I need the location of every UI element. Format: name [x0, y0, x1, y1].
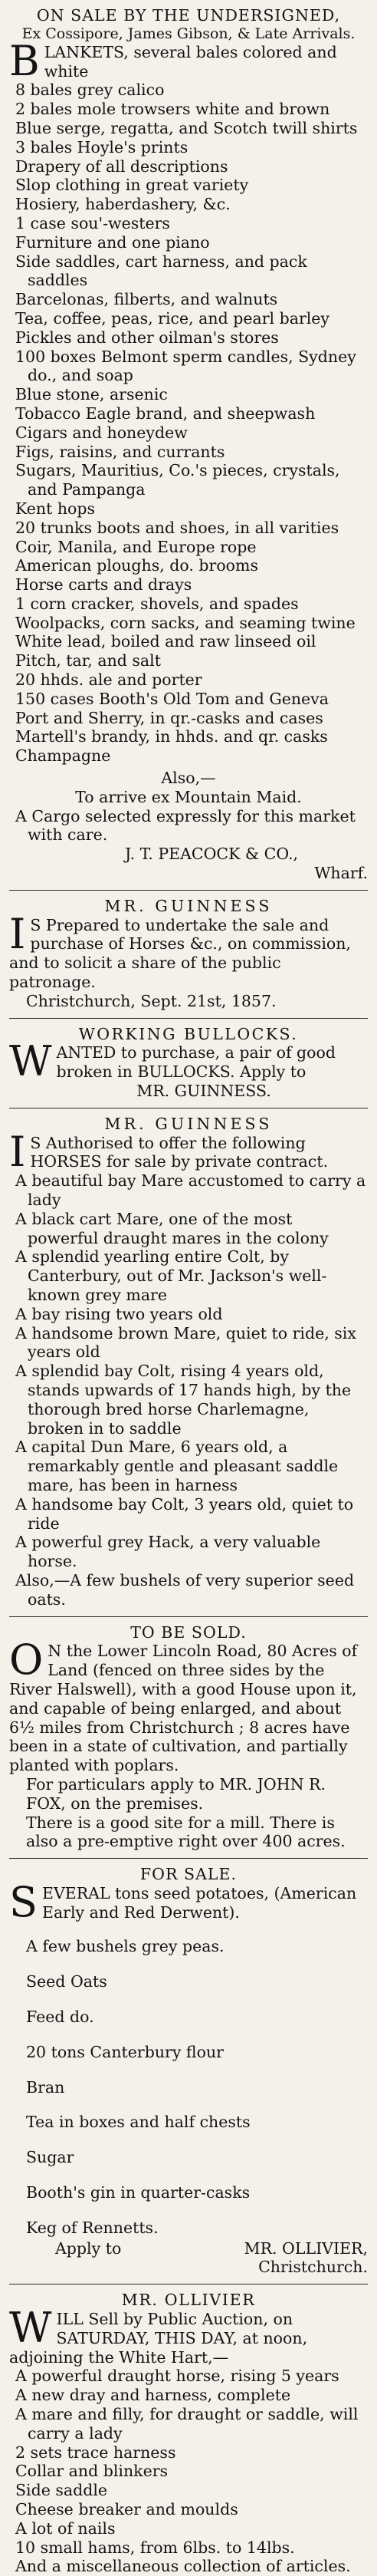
divider	[9, 1018, 368, 1019]
list-item: Seed Oats	[26, 1972, 107, 1991]
advert-heading: ON SALE BY THE UNDERSIGNED,	[36, 6, 341, 25]
list-item: 3 bales Hoyle's prints	[15, 137, 188, 156]
list-item: And a miscellaneous collection of articles.	[15, 2557, 351, 2576]
list-item: Drapery of all descriptions	[15, 156, 228, 176]
list-item: Keg of Rennetts.	[26, 2218, 159, 2237]
advert-peacock	[9, 6, 368, 883]
produce-list	[9, 1937, 368, 2237]
list-item: Furniture and one piano	[15, 232, 210, 252]
drop-cap: O	[9, 1636, 44, 1685]
list-item: Cheese breaker and moulds	[15, 2500, 238, 2519]
list-item: American ploughs, do. brooms	[15, 556, 258, 575]
list-item: 2 sets trace harness	[15, 2443, 176, 2462]
drop-cap: I	[9, 1127, 26, 1176]
cargo-line: A Cargo selected expressly for this market with care.	[15, 806, 356, 845]
list-item: Cigars and honeydew	[15, 423, 188, 442]
drop-cap: I	[9, 909, 26, 958]
list-item: Tea in boxes and half chests	[26, 2113, 251, 2132]
advert-to-be-sold	[9, 1623, 368, 1852]
advert-body: WILL Sell by Public Auction, on SATURDAY, THIS DAY, at noon, adjoining the White Hart,—	[9, 2304, 308, 2367]
apply-line: For particulars apply to MR. JOHN R. FOX, on the premises.	[26, 1774, 326, 1813]
apply-label: Apply to	[55, 2238, 122, 2258]
list-item: Booth's gin in quarter-casks	[26, 2183, 251, 2202]
advertiser-place: Wharf.	[314, 864, 368, 883]
list-item: A black cart Mare, one of the most powerful draught mares in the colony	[15, 1209, 329, 1247]
advert-subheading: Ex Cossipore, James Gibson, & Late Arrivals.	[21, 25, 356, 42]
list-item: 20 hhds. ale and porter	[15, 670, 202, 690]
list-item: A handsome brown Mare, quiet to ride, six years old	[15, 1323, 356, 1362]
advert-for-sale	[9, 1865, 368, 2277]
advert-guinness-horses	[9, 1115, 368, 1609]
advert-working-bullocks	[9, 1025, 368, 1101]
list-item: Pickles and other oilman's stores	[15, 328, 279, 347]
advert-heading: TO BE SOLD.	[130, 1622, 247, 1642]
list-item: A capital Dun Mare, 6 years old, a remarkably gentle and pleasant saddle mare, has been in harness	[15, 1438, 339, 1494]
advertiser-place: Christchurch.	[258, 2258, 368, 2277]
list-item: Tea, coffee, peas, rice, and pearl barley	[15, 308, 330, 328]
also-line: Also,—	[161, 769, 216, 788]
list-item: Blue stone, arsenic	[15, 385, 168, 404]
advert-heading: WORKING BULLOCKS.	[78, 1024, 299, 1043]
list-item: A splendid yearling entire Colt, by Canterbury, out of Mr. Jackson's well-known grey mare	[15, 1247, 327, 1304]
advert-heading: MR. GUINNESS	[104, 896, 273, 915]
advert-heading: MR. OLLIVIER	[121, 2291, 256, 2310]
drop-cap: S	[9, 1877, 38, 1926]
list-item: 8 bales grey calico	[15, 81, 165, 100]
list-item: 20 trunks boots and shoes, in all varities	[15, 518, 339, 537]
auction-list	[9, 2367, 368, 2576]
horse-list	[9, 1171, 368, 1571]
advert-body: SEVERAL tons seed potatoes, (American Early and Red Derwent).	[9, 1877, 357, 1926]
list-item: Bran	[26, 2077, 65, 2097]
list-item: A new dray and harness, complete	[15, 2386, 291, 2405]
list-item: Martell's brandy, in hhds. and qr. casks	[15, 727, 328, 746]
list-item: A handsome bay Colt, 3 years old, quiet to ride	[15, 1494, 354, 1533]
list-item: A splendid bay Colt, rising 4 years old, stands upwards of 17 hands high, by the thorough bred horse Charlemagne, broken in to saddle	[15, 1362, 352, 1438]
advert-heading: FOR SALE.	[139, 1865, 238, 1884]
list-item: Sugars, Mauritius, Co.'s pieces, crystals, and Pampanga	[15, 461, 340, 499]
goods-list	[9, 81, 368, 766]
list-item: Barcelonas, filberts, and walnuts	[15, 290, 278, 309]
list-item: Feed do.	[26, 2008, 94, 2027]
advert-ollivier-auction	[9, 2291, 368, 2576]
list-item: Collar and blinkers	[15, 2462, 169, 2481]
list-item: 150 cases Booth's Old Tom and Geneva	[15, 689, 329, 708]
advert-guinness-commission	[9, 897, 368, 1011]
list-item: A beautiful bay Mare accustomed to carry a lady	[15, 1171, 366, 1209]
list-item: A few bushels grey peas.	[26, 1937, 225, 1956]
list-item: A lot of nails	[15, 2518, 116, 2538]
list-item: Side saddles, cart harness, and pack saddles	[15, 252, 307, 290]
dateline: Christchurch, Sept. 21st, 1857.	[26, 991, 277, 1010]
list-item: A mare and filly, for draught or saddle, will carry a lady	[15, 2405, 359, 2443]
advert-body: WANTED to purchase, a pair of good broken in BULLOCKS. Apply to	[9, 1037, 336, 1086]
list-item: Blue serge, regatta, and Scotch twill shirts	[15, 118, 358, 137]
list-item: Kent hops	[15, 499, 96, 518]
advert-body: O N the Lower Lincoln Road, 80 Acres of Land (fenced on three sides by the River Halswell), with a good House upon it, and capable of being enlarged, and about 6½ miles from Christchurch ; 8 acres have been in a state of cultivation, and partially planted with poplars.	[9, 1636, 358, 1775]
divider	[9, 890, 368, 891]
list-item: Horse carts and drays	[15, 575, 192, 595]
list-item: 1 corn cracker, shovels, and spades	[15, 594, 299, 613]
advertiser-signature: MR. GUINNESS.	[136, 1082, 271, 1101]
list-item: 10 small hams, from 6lbs. to 14lbs.	[15, 2538, 295, 2557]
list-item: Champagne	[15, 746, 111, 766]
drop-cap: W	[9, 2304, 52, 2353]
also-line: Also,—A few bushels of very superior seed oats.	[15, 1570, 355, 1609]
list-item: Figs, raisins, and currants	[15, 442, 225, 461]
list-item: A powerful draught horse, rising 5 years	[15, 2367, 339, 2386]
apply-row	[9, 2239, 368, 2258]
list-item: 1 case sou'-westers	[15, 213, 170, 232]
list-item: Side saddle	[15, 2481, 108, 2500]
list-item: White lead, boiled and raw linseed oil	[15, 632, 316, 651]
advert-opening: BLANKETS, several bales colored and white	[9, 36, 337, 85]
advert-heading: MR. GUINNESS	[104, 1114, 273, 1133]
list-item: Tobacco Eagle brand, and sheepwash	[15, 404, 316, 423]
drop-cap: B	[9, 36, 40, 85]
list-item: A powerful grey Hack, a very valuable horse.	[15, 1533, 321, 1571]
list-item: Pitch, tar, and salt	[15, 651, 161, 670]
list-item: Slop clothing in great variety	[15, 176, 249, 195]
advertiser-signature: MR. OLLIVIER,	[244, 2238, 368, 2258]
divider	[9, 1858, 368, 1859]
list-item: 20 tons Canterbury flour	[26, 2042, 224, 2061]
list-item: A bay rising two years old	[15, 1304, 223, 1323]
advert-body: I S Prepared to undertake the sale and purchase of Horses &c., on commission, and to solicit a share of the public patronage.	[9, 909, 351, 992]
arrival-line: To arrive ex Mountain Maid.	[75, 787, 302, 806]
list-item: Hosiery, haberdashery, &c.	[15, 195, 231, 214]
list-item: Sugar	[26, 2148, 74, 2167]
mill-line: There is a good site for a mill. There is also a pre-emptive right over 400 acres.	[26, 1813, 346, 1851]
list-item: 2 bales mole trowsers white and brown	[15, 100, 330, 119]
drop-cap: W	[9, 1037, 52, 1086]
list-item: 100 boxes Belmont sperm candles, Sydney do., and soap	[15, 347, 356, 385]
list-item: Woolpacks, corn sacks, and seaming twine	[15, 613, 356, 632]
advert-body: I S Authorised to offer the following HORSES for sale by private contract.	[9, 1127, 329, 1176]
divider	[9, 1616, 368, 1617]
list-item: Coir, Manila, and Europe rope	[15, 537, 257, 556]
advertiser-signature: J. T. PEACOCK & CO.,	[124, 845, 298, 864]
list-item: Port and Sherry, in qr.-casks and cases	[15, 708, 323, 727]
